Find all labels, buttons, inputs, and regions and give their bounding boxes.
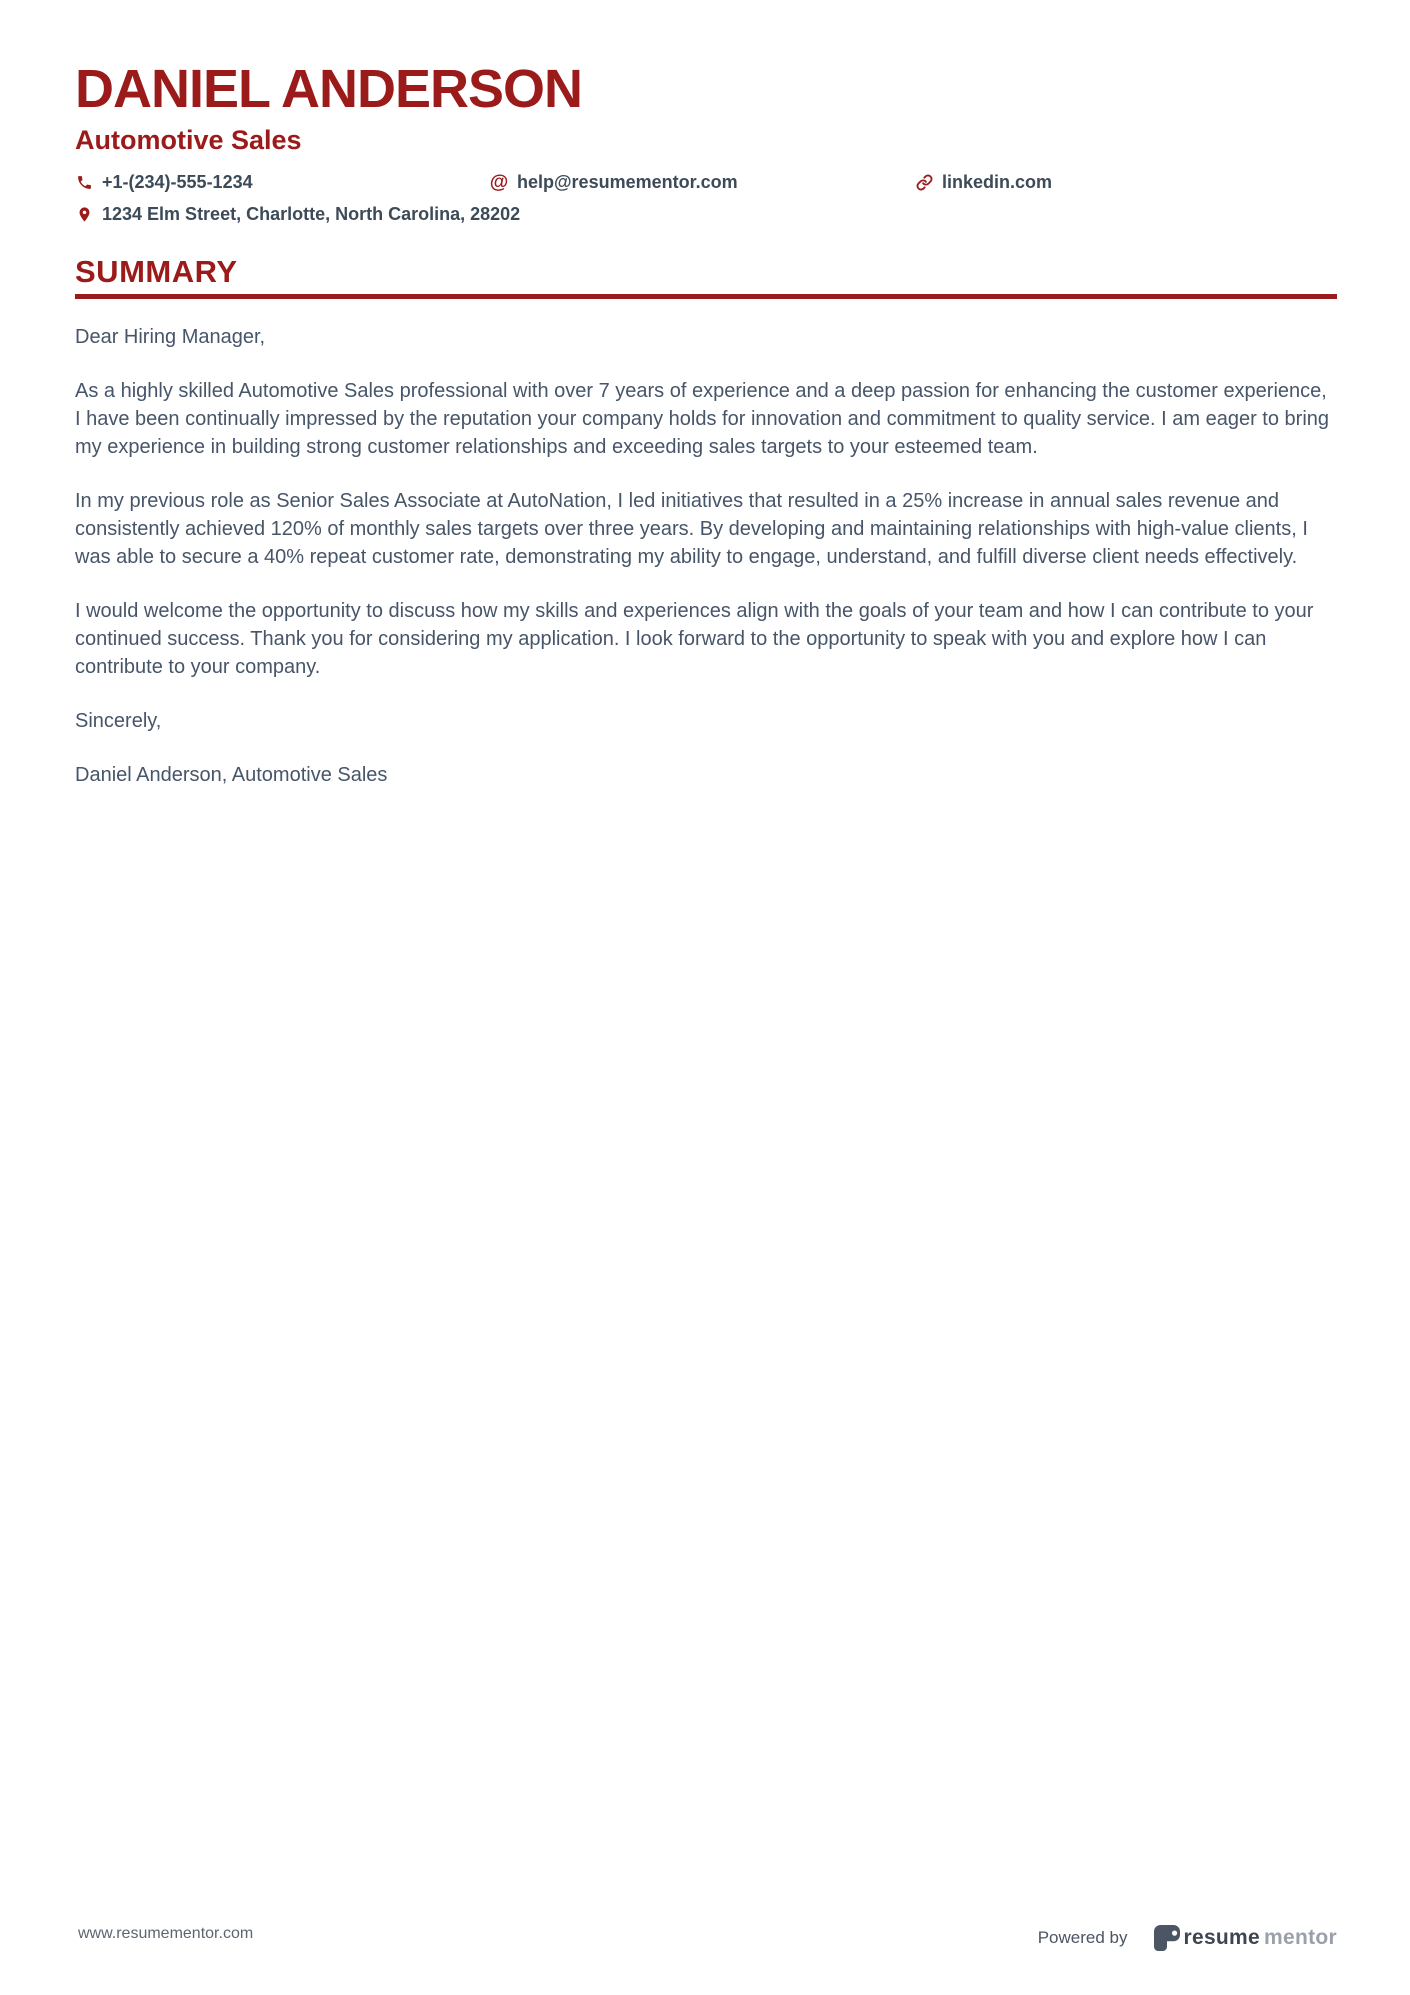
candidate-name: DANIEL ANDERSON	[75, 59, 583, 119]
paragraph-1: As a highly skilled Automotive Sales professional with over 7 years of experience and a deep passion for enhancing the customer experience, I have been continually impressed by the reputation your company holds for innovation and commitment to quality service. I am eager to bring my experience in building strong customer relationships and exceeding sales targets to your esteemed team.	[75, 379, 1330, 458]
section-divider	[75, 294, 1337, 299]
street-address: 1234 Elm Street, Charlotte, North Carolina, 28202	[102, 203, 521, 224]
candidate-job-title: Automotive Sales	[75, 125, 302, 155]
phone-number: +1-(234)-555-1234	[102, 171, 253, 192]
resumementor-brand[interactable]	[1154, 1925, 1338, 1951]
resumementor-logo-icon	[1154, 1925, 1180, 1951]
signature: Daniel Anderson, Automotive Sales	[75, 763, 388, 786]
contact-linkedin[interactable]	[915, 172, 1337, 193]
at-icon: @	[489, 171, 509, 193]
paragraph-3: I would welcome the opportunity to discuss how my skills and experiences align with the goals of your team and how I can contribute to your continued success. Thank you for considering my application. I look forward to the opportunity to speak with you and explore how I can contribute to your company.	[75, 599, 1314, 678]
email-address: help@resumementor.com	[517, 171, 738, 192]
summary-heading: SUMMARY	[75, 253, 238, 289]
brand-text-light: mentor	[1264, 1926, 1337, 1949]
contact-email[interactable]	[490, 172, 915, 193]
letter-header	[75, 59, 1337, 225]
paragraph-2: In my previous role as Senior Sales Associate at AutoNation, I led initiatives that resulted in a 25% increase in annual sales revenue and consistently achieved 120% of monthly sales targets over three years. By developing and maintaining relationships with high-value clients, I was able to secure a 40% repeat customer rate, demonstrating my ability to engage, understand, and fulfill diverse client needs effectively.	[75, 489, 1308, 568]
contact-info	[75, 172, 1337, 225]
contact-phone	[75, 172, 490, 193]
contact-address	[75, 204, 1337, 225]
closing: Sincerely,	[75, 709, 162, 732]
summary-section	[75, 255, 1337, 789]
location-icon	[75, 206, 93, 223]
brand-text-bold: resume	[1183, 1926, 1261, 1949]
link-icon	[915, 174, 933, 191]
footer-powered-by	[1038, 1925, 1337, 1951]
footer-website-link[interactable]: www.resumementor.com	[78, 1925, 254, 1942]
powered-by-label: Powered by	[1037, 1928, 1128, 1947]
salutation: Dear Hiring Manager,	[75, 325, 266, 348]
letter-body	[75, 323, 1337, 789]
linkedin-url: linkedin.com	[942, 171, 1053, 192]
page-content	[75, 59, 1337, 789]
phone-icon	[75, 174, 93, 191]
